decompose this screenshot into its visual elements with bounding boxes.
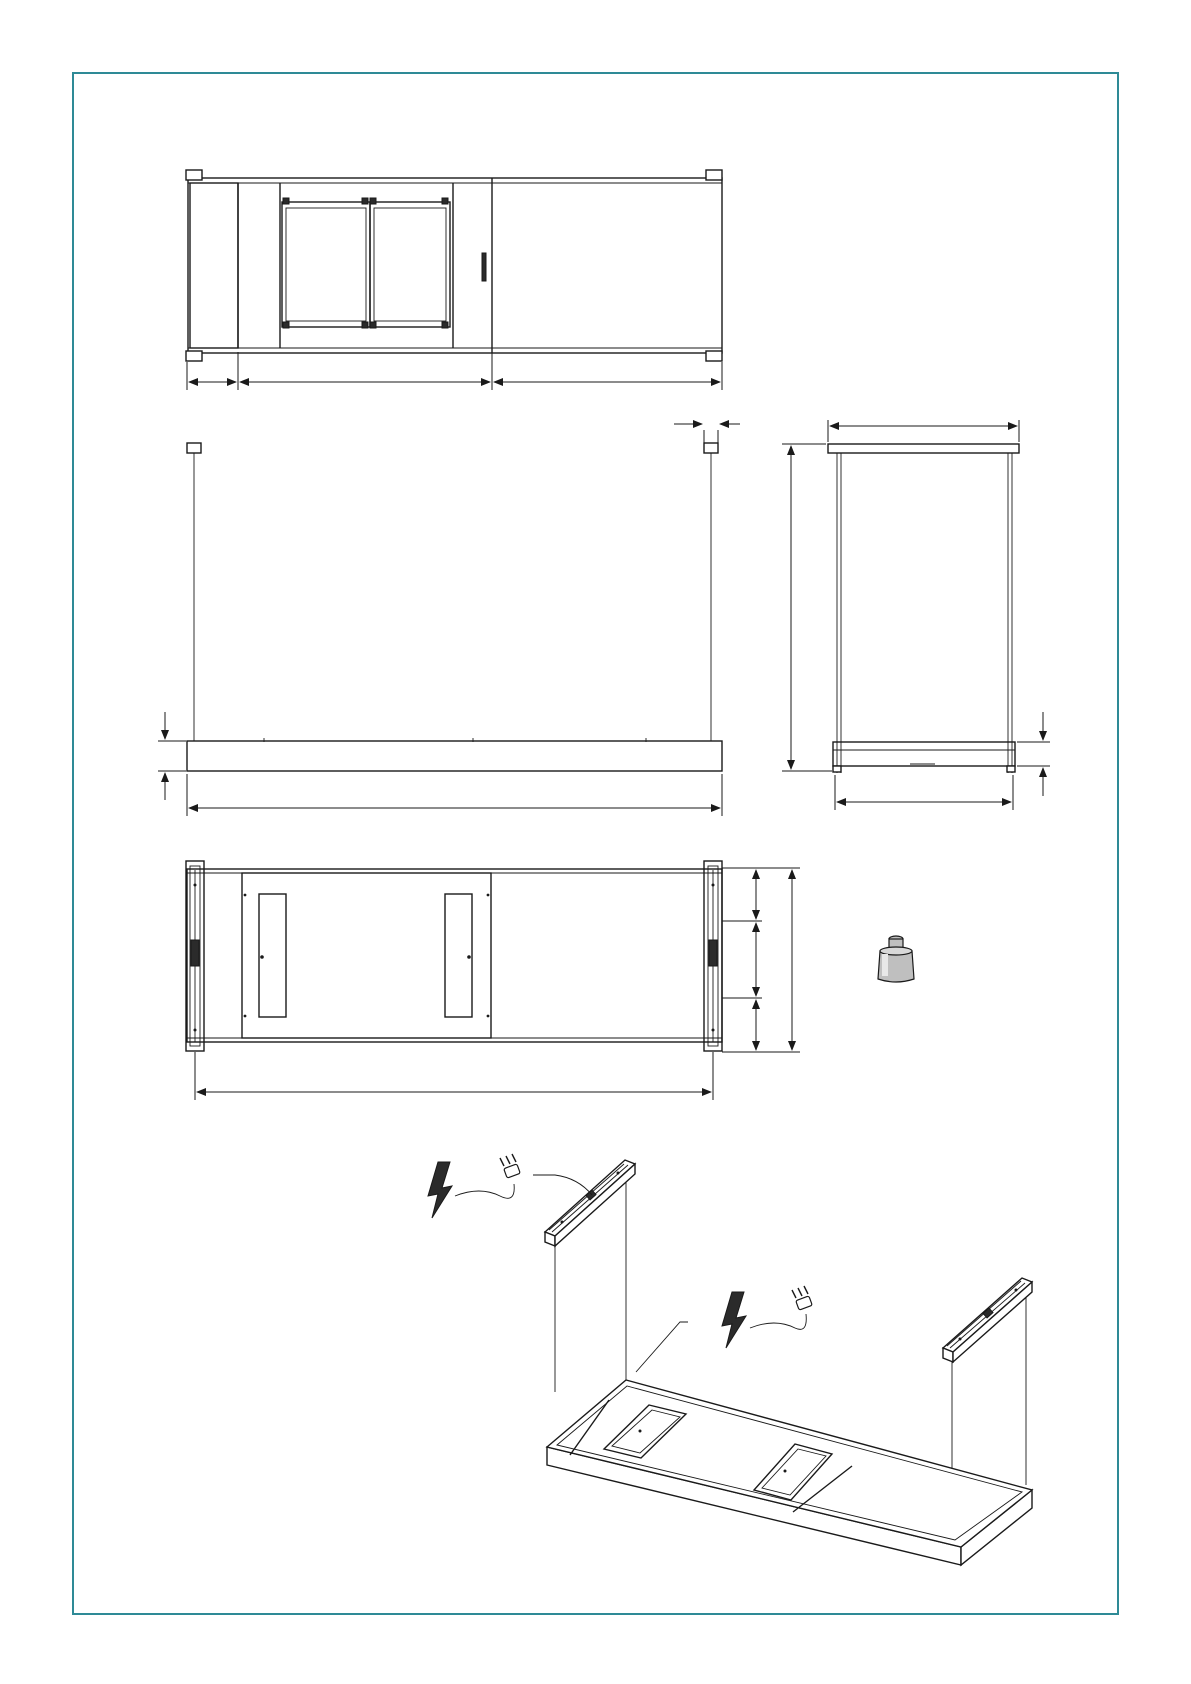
isometric-assembly-view <box>533 1160 1032 1565</box>
weight-icon <box>878 936 914 982</box>
lightning-bolt-icon <box>722 1292 746 1348</box>
page-frame <box>73 73 1118 1614</box>
power-plug-icon <box>455 1154 520 1198</box>
lightning-bolt-icon <box>428 1162 452 1218</box>
bottom-view <box>186 861 800 1100</box>
power-plug-icon <box>750 1286 812 1329</box>
top-view <box>186 170 722 390</box>
front-view <box>158 424 740 816</box>
side-view <box>782 420 1050 810</box>
